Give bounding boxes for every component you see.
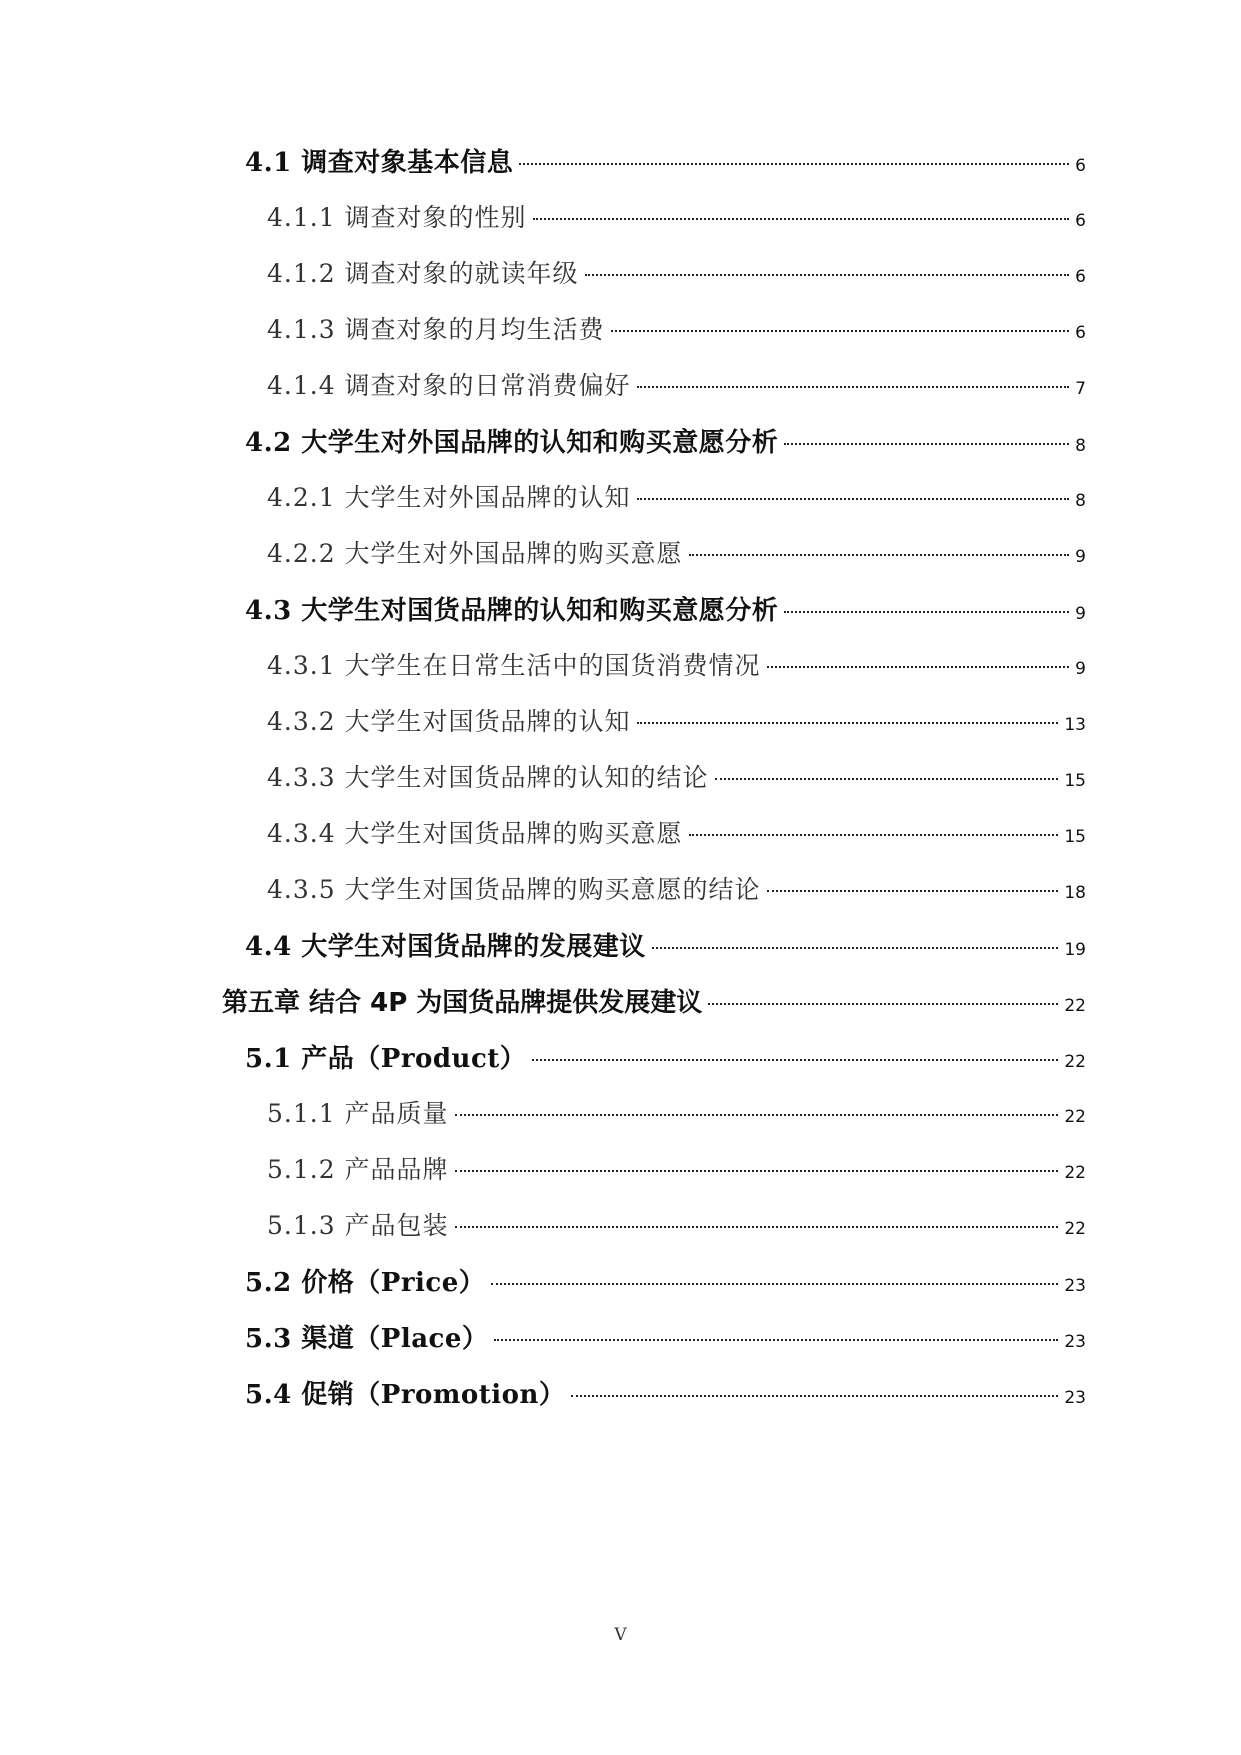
toc-entry-page: 22 (1064, 1107, 1086, 1127)
toc-entry-page: 6 (1075, 323, 1086, 343)
toc-leader-dots (571, 1395, 1058, 1397)
toc-entry-title: 4.2 大学生对外国品牌的认知和购买意愿分析 (245, 428, 779, 458)
toc-entry[interactable] (267, 1150, 1086, 1190)
toc-entry[interactable] (267, 646, 1086, 686)
toc-entry-title: 4.3.5 大学生对国货品牌的购买意愿的结论 (267, 875, 761, 904)
toc-entry-page: 22 (1064, 1163, 1086, 1183)
toc-entry-page: 7 (1075, 379, 1086, 399)
toc-entry-page: 22 (1064, 1052, 1086, 1072)
toc-leader-dots (519, 163, 1069, 165)
toc-entry-page: 6 (1075, 211, 1086, 231)
toc-entry[interactable] (245, 422, 1086, 462)
toc-entry-page: 15 (1064, 827, 1086, 847)
toc-leader-dots (585, 274, 1070, 276)
toc-entry[interactable] (245, 1038, 1086, 1078)
toc-entry-page: 15 (1064, 771, 1086, 791)
toc-leader-dots (708, 1003, 1058, 1005)
toc-entry-title: 4.3.1 大学生在日常生活中的国货消费情况 (267, 651, 761, 680)
toc-leader-dots (652, 947, 1059, 949)
toc-leader-dots (491, 1283, 1058, 1285)
toc-leader-dots (455, 1114, 1059, 1116)
toc-entry-title: 4.2.1 大学生对外国品牌的认知 (267, 483, 631, 512)
toc-entry-title: 4.3 大学生对国货品牌的认知和购买意愿分析 (245, 596, 779, 626)
toc-entry-page: 9 (1075, 659, 1086, 679)
toc-entry[interactable] (245, 926, 1086, 966)
toc-leader-dots (533, 218, 1070, 220)
toc-entry-page: 18 (1064, 883, 1086, 903)
toc-entry-page: 22 (1064, 996, 1086, 1016)
toc-entry[interactable] (267, 1094, 1086, 1134)
toc-entry-title: 4.3.4 大学生对国货品牌的购买意愿 (267, 819, 683, 848)
toc-leader-dots (611, 330, 1070, 332)
toc-entry[interactable] (267, 198, 1086, 238)
toc-leader-dots (784, 443, 1069, 445)
toc-entry-title: 5.1.3 产品包装 (267, 1211, 449, 1240)
toc-entry-title: 4.4 大学生对国货品牌的发展建议 (245, 932, 646, 962)
toc-entry[interactable] (267, 478, 1086, 518)
toc-leader-dots (637, 722, 1059, 724)
toc-leader-dots (637, 386, 1070, 388)
toc-entry-page: 6 (1075, 267, 1086, 287)
toc-entry-title: 4.1.1 调查对象的性别 (267, 203, 527, 232)
toc-leader-dots (455, 1226, 1059, 1228)
toc-leader-dots (455, 1170, 1059, 1172)
toc-entry-page: 6 (1075, 156, 1086, 176)
toc-entry-title: 4.3.2 大学生对国货品牌的认知 (267, 707, 631, 736)
toc-entry-title: 5.2 价格（Price） (245, 1268, 486, 1298)
toc-entry-page: 9 (1075, 547, 1086, 567)
toc-entry-page: 23 (1064, 1276, 1086, 1296)
toc-entry[interactable] (267, 870, 1086, 910)
toc-entry-title: 5.1.1 产品质量 (267, 1099, 449, 1128)
toc-entry[interactable] (267, 310, 1086, 350)
toc-entry-page: 23 (1064, 1332, 1086, 1352)
toc-entry[interactable] (267, 814, 1086, 854)
toc-entry-title: 5.1.2 产品品牌 (267, 1155, 449, 1184)
toc-leader-dots (715, 778, 1059, 780)
toc-entry[interactable] (267, 534, 1086, 574)
toc-entry-title: 5.4 促销（Promotion） (245, 1380, 566, 1410)
toc-leader-dots (767, 890, 1059, 892)
toc-entry-page: 8 (1075, 436, 1086, 456)
toc-entry-page: 9 (1075, 604, 1086, 624)
toc-entry-page: 19 (1064, 940, 1086, 960)
toc-entry[interactable] (267, 254, 1086, 294)
toc-entry[interactable] (245, 590, 1086, 630)
toc-leader-dots (532, 1059, 1058, 1061)
toc-entry-title: 5.3 渠道（Place） (245, 1324, 489, 1354)
toc-entry-title: 4.1 调查对象基本信息 (245, 148, 514, 178)
toc-entry[interactable] (267, 1206, 1086, 1246)
toc-entry-page: 23 (1064, 1388, 1086, 1408)
toc-entry[interactable] (245, 1318, 1086, 1358)
toc-entry-title: 5.1 产品（Product） (245, 1044, 527, 1074)
toc-entry[interactable] (267, 758, 1086, 798)
toc-entry[interactable] (267, 366, 1086, 406)
toc-entry-title: 4.1.4 调查对象的日常消费偏好 (267, 371, 631, 400)
toc-entry[interactable] (267, 702, 1086, 742)
toc-chapter-entry[interactable] (222, 982, 1086, 1022)
toc-leader-dots (689, 834, 1059, 836)
toc-entry-title: 4.1.3 调查对象的月均生活费 (267, 315, 605, 344)
toc-entry-title: 4.3.3 大学生对国货品牌的认知的结论 (267, 763, 709, 792)
toc-entry-page: 8 (1075, 491, 1086, 511)
toc-leader-dots (637, 498, 1070, 500)
toc-entry[interactable] (245, 1262, 1086, 1302)
toc-leader-dots (784, 611, 1069, 613)
toc-leader-dots (767, 666, 1070, 668)
toc-leader-dots (689, 554, 1070, 556)
page-number: V (614, 1625, 627, 1645)
toc-entry-page: 22 (1064, 1219, 1086, 1239)
toc-entry-title: 第五章 结合 4P 为国货品牌提供发展建议 (222, 988, 703, 1018)
toc-entry-title: 4.1.2 调查对象的就读年级 (267, 259, 579, 288)
toc-entry-title: 4.2.2 大学生对外国品牌的购买意愿 (267, 539, 683, 568)
toc-leader-dots (494, 1339, 1058, 1341)
toc-entry[interactable] (245, 1374, 1086, 1414)
toc-entry-page: 13 (1064, 715, 1086, 735)
toc-entry[interactable] (245, 142, 1086, 182)
